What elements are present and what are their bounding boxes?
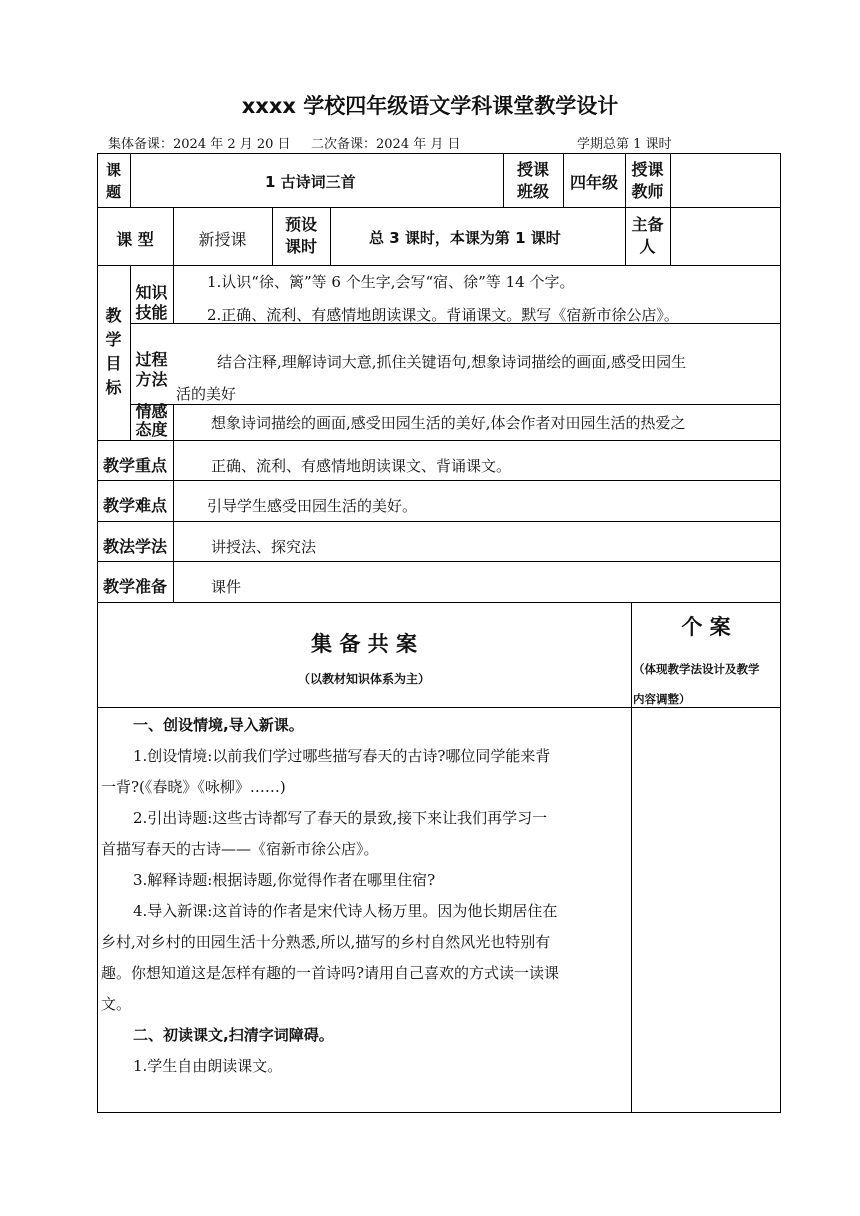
collective-prep-date: 集体备课：2024 年 2 月 20 日 xyxy=(108,137,291,152)
lesson-type-label: 课 型 xyxy=(116,230,154,249)
method-label: 教法学法 xyxy=(102,537,167,556)
paragraph-line: 乡村,对乡村的田园生活十分熟悉,所以,描写的乡村自然风光也特别有 xyxy=(101,933,551,951)
lesson-title: 1 古诗词三首 xyxy=(265,173,356,191)
class-label: 授课 班级 xyxy=(516,160,549,201)
paragraph-line: 1.学生自由朗读课文。 xyxy=(133,1057,283,1075)
section-heading: 一、创设情境,导入新课。 xyxy=(133,716,304,734)
paragraph-line: 文。 xyxy=(101,995,132,1013)
paragraph-line: 4.导入新课:这首诗的作者是宋代诗人杨万里。因为他长期居住在 xyxy=(133,902,558,920)
paragraph-line: 1.创设情境:以前我们学过哪些描写春天的古诗?哪位同学能来背 xyxy=(133,747,551,765)
preparer-label: 主备 人 xyxy=(631,215,664,256)
focus-label: 教学重点 xyxy=(102,456,167,475)
paragraph-line: 趣。你想知道这是怎样有趣的一首诗吗?请用自己喜欢的方式读一读课 xyxy=(101,964,560,982)
emotion-label: 情感 态度 xyxy=(135,402,168,439)
individual-plan-subtitle: （体现教学法设计及教学 内容调整） xyxy=(633,662,760,706)
second-prep-date: 二次备课：2024 年 月 日 xyxy=(311,137,461,152)
hours-text: 总 3 课时，本课为第 1 课时 xyxy=(369,229,561,247)
difficulty-value: 引导学生感受田园生活的美好。 xyxy=(207,497,418,515)
shared-plan-title: 集 备 共 案 xyxy=(311,632,417,656)
knowledge-line-2: 2.正确、流利、有感情地朗读课文。背诵课文。默写《宿新市徐公店》。 xyxy=(207,306,679,324)
process-line-2: 活的美好 xyxy=(176,385,237,403)
teacher-label: 授课 教师 xyxy=(631,160,664,201)
difficulty-label: 教学难点 xyxy=(102,496,167,515)
preset-hours-label: 预设 课时 xyxy=(284,215,317,256)
lesson-title-label: 课 题 xyxy=(105,161,121,201)
emotion-text: 想象诗词描绘的画面,感受田园生活的美好,体会作者对田园生活的热爱之 xyxy=(211,414,686,432)
individual-plan-title: 个 案 xyxy=(681,615,731,639)
semester-lesson-count: 学期总第 1 课时 xyxy=(577,137,672,152)
section-heading: 二、初读课文,扫清字词障碍。 xyxy=(133,1026,334,1044)
objectives-label: 教 学 目 标 xyxy=(105,306,122,397)
paragraph-line: 一背?(《春晓》《咏柳》……) xyxy=(101,778,286,796)
prep-label: 教学准备 xyxy=(102,577,167,596)
method-value: 讲授法、探究法 xyxy=(211,538,317,556)
class-value: 四年级 xyxy=(569,173,618,192)
knowledge-line-1: 1.认识“徐、篱”等 6 个生字,会写“宿、徐”等 14 个字。 xyxy=(207,273,575,291)
prep-value: 课件 xyxy=(211,578,242,596)
paragraph-line: 3.解释诗题:根据诗题,你觉得作者在哪里住宿? xyxy=(133,871,436,889)
lesson-type-value: 新授课 xyxy=(198,230,247,249)
process-line-1: 结合注释,理解诗词大意,抓住关键语句,想象诗词描绘的画面,感受田园生 xyxy=(217,353,687,371)
paragraph-line: 2.引出诗题:这些古诗都写了春天的景致,接下来让我们再学习一 xyxy=(133,809,548,827)
page-title: xxxx 学校四年级语文学科课堂教学设计 xyxy=(241,94,619,118)
knowledge-label: 知识 技能 xyxy=(135,283,168,322)
shared-plan-content xyxy=(101,710,629,1082)
process-label: 过程 方法 xyxy=(135,350,168,389)
focus-value: 正确、流利、有感情地朗读课文、背诵课文。 xyxy=(211,457,512,475)
shared-plan-subtitle: （以教材知识体系为主） xyxy=(297,672,430,686)
paragraph-line: 首描写春天的古诗——《宿新市徐公店》。 xyxy=(101,840,379,858)
